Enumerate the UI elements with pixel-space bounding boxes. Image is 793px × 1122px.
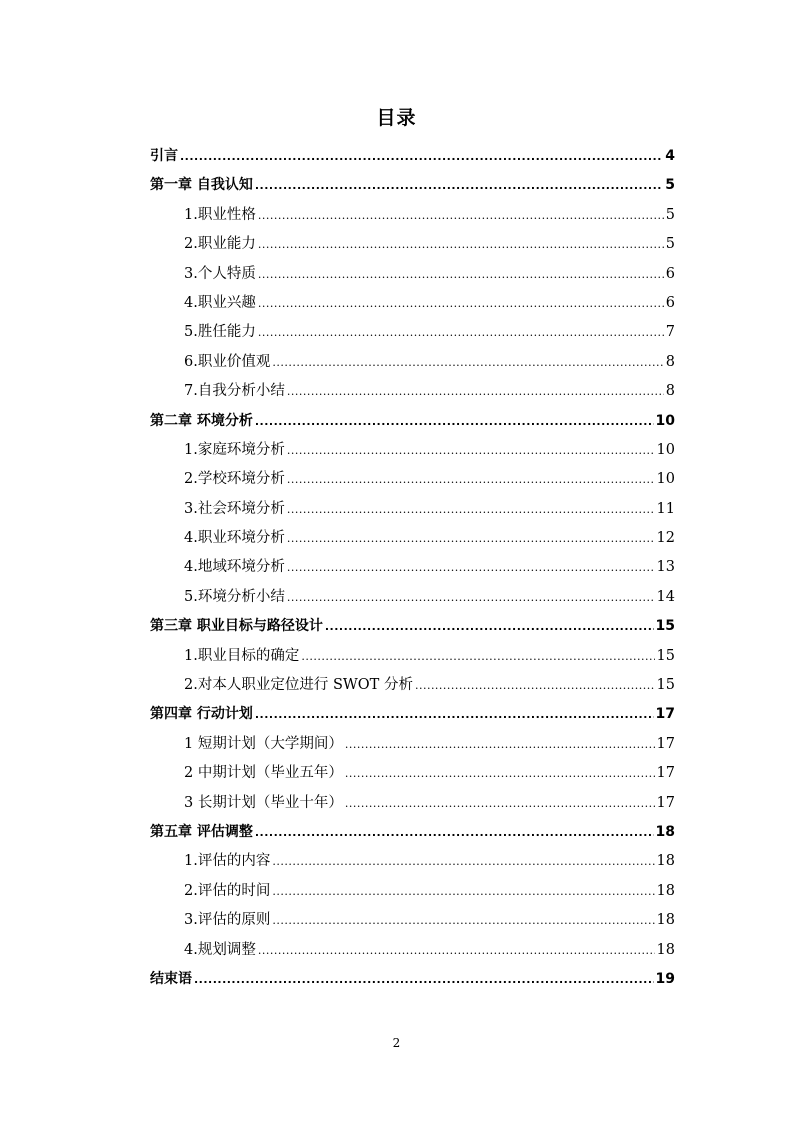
toc-dot-leader [345, 730, 655, 759]
toc-entry[interactable] [150, 789, 675, 818]
toc-dot-leader [272, 877, 654, 906]
toc-entry-page: 17 [656, 794, 675, 811]
toc-dot-leader [287, 436, 655, 465]
toc-dot-leader [258, 318, 664, 347]
page-title: 目录 [376, 107, 417, 129]
toc-entry-page: 12 [656, 530, 675, 547]
toc-entry-page: 18 [656, 853, 675, 870]
toc-dot-leader [272, 847, 654, 876]
toc-entry-page: 11 [656, 500, 675, 517]
page-number: 2 [392, 1036, 401, 1050]
toc-dot-leader [258, 201, 664, 230]
toc-entry-label: 2.对本人职业定位进行 SWOT 分析 [184, 677, 413, 694]
toc-dot-leader [180, 142, 663, 171]
toc-entry[interactable] [150, 965, 675, 994]
toc-entry-page: 10 [656, 471, 675, 488]
toc-entry-label: 引言 [150, 148, 178, 164]
toc-dot-leader [255, 818, 654, 847]
toc-entry-label: 第一章 自我认知 [150, 177, 253, 194]
toc-dot-leader [255, 700, 654, 729]
toc-entry-label: 2.职业能力 [184, 236, 256, 253]
toc-dot-leader [272, 906, 654, 935]
toc-entry[interactable] [150, 847, 675, 876]
toc-entry-label: 1.职业性格 [184, 206, 256, 223]
toc-entry-label: 7.自我分析小结 [184, 383, 285, 400]
toc-dot-leader [287, 377, 664, 406]
toc-entry-page: 6 [665, 294, 675, 311]
toc-entry[interactable] [150, 936, 675, 965]
toc-dot-leader [258, 230, 664, 259]
toc-entry[interactable] [150, 201, 675, 230]
toc-dot-leader [194, 965, 654, 994]
toc-entry-label: 1.职业目标的确定 [184, 647, 300, 664]
toc-dot-leader [258, 936, 655, 965]
toc-entry[interactable] [150, 906, 675, 935]
toc-entry-label: 4.职业环境分析 [184, 530, 285, 547]
toc-entry-page: 5 [665, 206, 675, 223]
toc-dot-leader [258, 289, 664, 318]
toc-entry-page: 15 [655, 618, 675, 635]
toc-entry[interactable] [150, 436, 675, 465]
toc-entry[interactable] [150, 524, 675, 553]
toc-entry-label: 第四章 行动计划 [150, 706, 253, 723]
toc-entry-page: 7 [665, 324, 675, 341]
toc-entry-label: 结束语 [150, 970, 192, 987]
toc-entry-page: 14 [656, 588, 675, 605]
toc-entry-page: 17 [656, 735, 675, 752]
toc-entry[interactable] [150, 230, 675, 259]
toc-entry-label: 第二章 环境分析 [150, 412, 253, 429]
toc-entry-page: 19 [655, 970, 675, 987]
toc-entry[interactable] [150, 377, 675, 406]
toc-entry-label: 6.职业价值观 [184, 353, 271, 370]
toc-entry-page: 5 [665, 177, 675, 194]
toc-dot-leader [272, 348, 663, 377]
toc-entry-label: 2.评估的时间 [184, 882, 271, 899]
toc-dot-leader [345, 789, 655, 818]
table-of-contents [150, 142, 675, 994]
toc-dot-leader [287, 553, 655, 582]
toc-dot-leader [325, 612, 654, 641]
toc-entry[interactable] [150, 759, 675, 788]
toc-entry-label: 1.家庭环境分析 [184, 441, 285, 458]
toc-entry-page: 17 [655, 706, 675, 723]
toc-dot-leader [255, 171, 663, 200]
toc-entry-page: 18 [656, 941, 675, 958]
toc-entry-label: 2.学校环境分析 [184, 471, 285, 488]
toc-entry-label: 第三章 职业目标与路径设计 [150, 618, 323, 635]
toc-entry[interactable] [150, 671, 675, 700]
toc-entry-page: 10 [655, 412, 675, 429]
toc-entry-label: 1.评估的内容 [184, 853, 271, 870]
toc-entry-label: 4.地域环境分析 [184, 559, 285, 576]
toc-entry-label: 第五章 评估调整 [150, 823, 253, 840]
toc-entry-label: 3.个人特质 [184, 265, 256, 282]
toc-entry-page: 13 [656, 559, 675, 576]
toc-entry-page: 8 [665, 383, 675, 400]
toc-entry[interactable] [150, 260, 675, 289]
toc-entry-label: 5.胜任能力 [184, 324, 256, 341]
toc-entry[interactable] [150, 818, 675, 847]
toc-entry-label: 4.规划调整 [184, 941, 256, 958]
toc-entry-label: 3.社会环境分析 [184, 500, 285, 517]
toc-entry-page: 6 [665, 265, 675, 282]
toc-entry[interactable] [150, 612, 675, 641]
toc-entry-page: 4 [665, 148, 675, 164]
toc-dot-leader [255, 407, 654, 436]
toc-entry[interactable] [150, 583, 675, 612]
toc-dot-leader [287, 495, 655, 524]
toc-entry-label: 1 短期计划（大学期间） [184, 735, 343, 752]
toc-entry-label: 3 长期计划（毕业十年） [184, 794, 343, 811]
toc-entry[interactable] [150, 171, 675, 200]
toc-entry-page: 10 [656, 441, 675, 458]
toc-entry-label: 4.职业兴趣 [184, 294, 256, 311]
toc-entry-page: 17 [656, 765, 675, 782]
toc-entry[interactable] [150, 700, 675, 729]
toc-entry[interactable] [150, 407, 675, 436]
toc-entry-label: 5.环境分析小结 [184, 588, 285, 605]
toc-dot-leader [287, 583, 655, 612]
toc-entry[interactable] [150, 495, 675, 524]
toc-entry[interactable] [150, 877, 675, 906]
toc-dot-leader [345, 759, 655, 788]
toc-entry-page: 5 [665, 236, 675, 253]
toc-entry-label: 3.评估的原则 [184, 912, 271, 929]
toc-entry-page: 8 [665, 353, 675, 370]
toc-entry[interactable] [150, 553, 675, 582]
toc-entry-page: 15 [656, 647, 675, 664]
toc-entry[interactable] [150, 642, 675, 671]
toc-entry-label: 2 中期计划（毕业五年） [184, 765, 343, 782]
toc-dot-leader [415, 671, 655, 700]
toc-entry-page: 18 [656, 912, 675, 929]
toc-entry-page: 15 [656, 677, 675, 694]
toc-entry[interactable] [150, 289, 675, 318]
toc-dot-leader [287, 465, 655, 494]
toc-entry-page: 18 [656, 882, 675, 899]
toc-dot-leader [258, 260, 664, 289]
toc-entry[interactable] [150, 730, 675, 759]
toc-entry-page: 18 [655, 823, 675, 840]
toc-entry[interactable] [150, 465, 675, 494]
toc-entry[interactable] [150, 142, 675, 171]
toc-entry[interactable] [150, 318, 675, 347]
toc-dot-leader [287, 524, 655, 553]
toc-entry[interactable] [150, 348, 675, 377]
toc-dot-leader [301, 642, 654, 671]
